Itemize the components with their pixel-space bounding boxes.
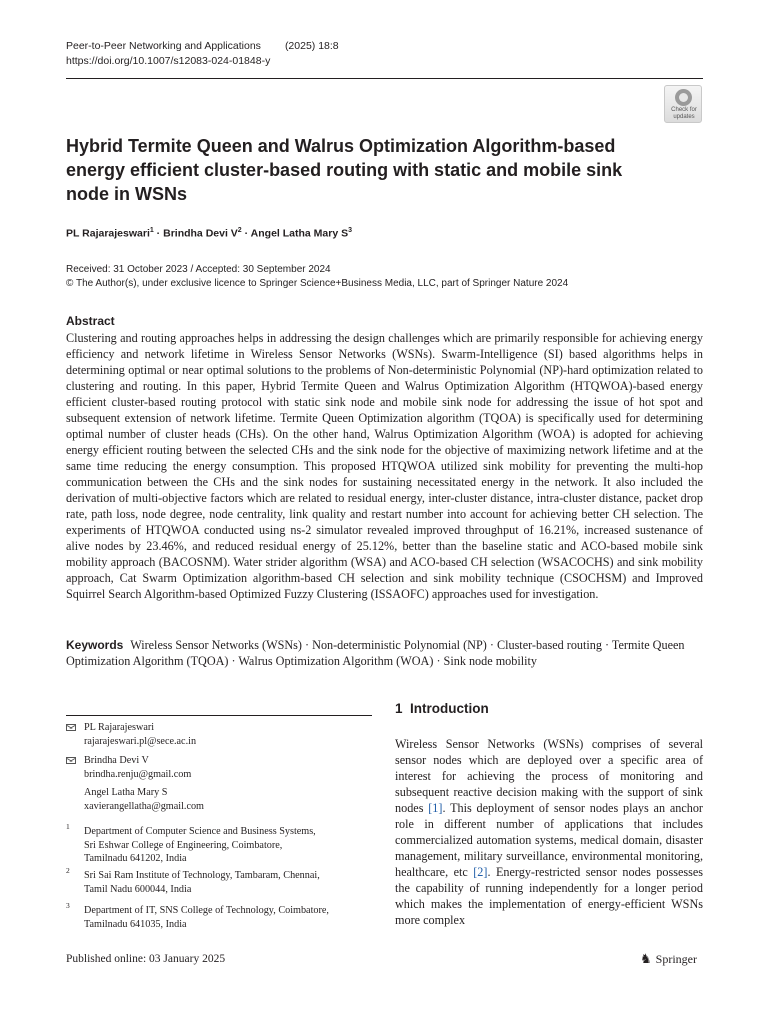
contact-item bbox=[84, 754, 191, 781]
paper-title: Hybrid Termite Queen and Walrus Optimization Algorithm-based energy efficient cluster-based routing with static and mobile sink node in WSNs bbox=[66, 136, 623, 204]
affiliation-number: 1 bbox=[66, 822, 70, 831]
badge-line2: updates bbox=[673, 113, 695, 120]
publisher-name: Springer bbox=[655, 952, 697, 966]
footnote-rule bbox=[66, 715, 372, 716]
badge-line1: Check for bbox=[671, 107, 697, 113]
contact-email[interactable]: brindha.renju@gmail.com bbox=[84, 768, 192, 780]
affiliation-line: Sri Eshwar College of Engineering, Coimbatore, bbox=[84, 839, 283, 851]
affiliation-line: Tamilnadu 641202, India bbox=[84, 853, 187, 864]
journal-volume: (2025) 18:8 bbox=[284, 40, 339, 52]
affiliation-line: Sri Sai Ram Institute of Technology, Tambaram, Chennai, bbox=[84, 870, 320, 881]
intro-paragraph-part: . This deployment of sensor nodes plays an anchor role in different number of applications that includes commercialized automation systems, medical domain, disaster management, military surveillance, environmental monitoring, healthcare, etc bbox=[395, 801, 703, 879]
received-dates: Received: 31 October 2023 / Accepted: 30 September 2024 bbox=[66, 264, 331, 275]
check-for-updates-icon[interactable] bbox=[664, 85, 702, 123]
author-sup: 3 bbox=[348, 227, 353, 234]
author-sup: 1 bbox=[149, 227, 154, 234]
author-name[interactable]: Angel Latha Mary S bbox=[250, 227, 349, 240]
affiliation-line: Department of IT, SNS College of Technology, Coimbatore, bbox=[84, 905, 329, 916]
author-sup: 2 bbox=[237, 227, 242, 234]
introduction-text bbox=[395, 736, 703, 928]
citation-link[interactable]: [2] bbox=[473, 865, 488, 879]
journal-line bbox=[66, 40, 339, 52]
author-name[interactable]: PL Rajarajeswari bbox=[66, 227, 150, 240]
copyright-notice: © The Author(s), under exclusive licence to Springer Science+Business Media, LLC, part of Springer Nature 2024 bbox=[66, 278, 569, 289]
keywords-text: Wireless Sensor Networks (WSNs) · Non-deterministic Polynomial (NP) · Cluster-based routing · Termite Queen Optimization Algorithm (TQOA) · Walrus Optimization Algorithm (WOA) · Sink node mobility bbox=[66, 638, 685, 668]
contact-item bbox=[84, 786, 204, 813]
mail-icon[interactable] bbox=[66, 724, 76, 731]
keywords-label: Keywords bbox=[66, 638, 124, 652]
affiliation-line: Tamilnadu 641035, India bbox=[84, 918, 187, 930]
section-heading-introduction: 1 Introduction bbox=[395, 701, 489, 716]
springer-logo[interactable] bbox=[640, 951, 697, 967]
affiliation-number: 2 bbox=[66, 866, 70, 875]
abstract-text: Clustering and routing approaches helps in addressing the design challenges which are primarily responsible for achieving energy efficiency and network lifetime in Wireless Sensor Networks (WSNs). Swarm-Intelligence (SI) based algorithms helps in determining optimal or near optimal solutions to the problems of Non-deterministic Polynomial (NP)-hard optimization related to clustering and routing. In this paper, Hybrid Termite Queen and Walrus Optimization Algorithm (HTQWOA)-based energy efficient cluster-based routing protocol with static sink node and mobile sink node for addressing the issue of hot spot and subsequent extension of network lifetime. Termite Queen Optimization algorithm (TQOA) is specifically used for determining optimal number of cluster heads (CHs). On the other hand, Walrus Optimization Algorithm (WOA) is adopted for achieving energy efficient routing between the selected CHs and the sink node for the objective of maximizing network lifetime and at the same time reducing the energy consumption. This proposed HTQWOA utilized sink mobility for preventing the multi-hop communication between the CHs and the sink nodes for sustaining necessitated energy in the network. It also included the derivation of multi-objective factors which are related to residual energy, inter-cluster distance, intra-cluster distance, packet drop rate, path loss, node degree, node centrality, link quality and restart number into account for achieving better CH selection. The experiments of HTQWOA conducted using ns-2 simulator revealed improved throughput of 16.21%, increased sustenance of alive nodes by 23.46%, and reduced residual energy of 25.12%, better than the baseline static and ACO-based mobile sink mobility approach (BACOSNM). Water strider algorithm (WSA) and ACO-based CH selection (WSACOCHS) and sink mobility approach, Cat Swarm Optimization algorithm-based CH selection and sink mobility technique (CSOCHSM) and Improved Squirrel Search Algorithm-based Optimized Fuzzy Clustering (ISSAOFC) approaches used for investigation. bbox=[66, 331, 703, 601]
intro-paragraph-part: . Energy-restricted sensor nodes possesses the capability of running independently for a longer period which makes the implementation of energy-efficient WSNs more complex bbox=[395, 865, 703, 927]
header-rule bbox=[66, 78, 703, 79]
author-list: PL Rajarajeswari$^1$ · Brindha Devi $V^2$ · Angel Latha Mary $S^3$ bbox=[66, 227, 353, 240]
intro-paragraph-part: Wireless Sensor Networks (WSNs) comprises of several sensor nodes which are deployed over a specific area of interest for achieving the process of monitoring and subsequent reactive decision making with the support of sink nodes bbox=[395, 737, 703, 815]
author-name[interactable]: Brindha Devi V bbox=[163, 227, 238, 240]
contact-name: PL Rajarajeswari bbox=[84, 722, 155, 733]
contact-email[interactable]: xavierangellatha@gmail.com bbox=[84, 800, 204, 812]
contact-email[interactable]: rajarajeswari.pl@sece.ac.in bbox=[84, 735, 197, 747]
affiliation-item bbox=[84, 825, 316, 866]
published-date: Published online: 03 January 2025 bbox=[66, 953, 226, 965]
affiliation-item bbox=[84, 869, 320, 896]
abstract-heading: Abstract bbox=[66, 314, 115, 328]
mail-icon[interactable] bbox=[66, 757, 76, 764]
contact-name: Brindha Devi V bbox=[84, 755, 149, 766]
journal-name: Peer-to-Peer Networking and Applications bbox=[66, 40, 261, 52]
keywords-block bbox=[66, 637, 703, 669]
affiliation-line: Tamil Nadu 600044, India bbox=[84, 883, 192, 895]
doi-link[interactable]: https://doi.org/10.1007/s12083-024-01848-y bbox=[66, 55, 271, 67]
affiliation-number: 3 bbox=[66, 901, 70, 910]
contact-item bbox=[84, 721, 196, 748]
citation-link[interactable]: [1] bbox=[428, 801, 443, 815]
contact-name: Angel Latha Mary S bbox=[84, 787, 168, 798]
affiliation-line: Department of Computer Science and Business Systems, bbox=[84, 826, 316, 837]
affiliation-item bbox=[84, 904, 329, 931]
springer-horse-icon: ♞ bbox=[640, 951, 652, 966]
